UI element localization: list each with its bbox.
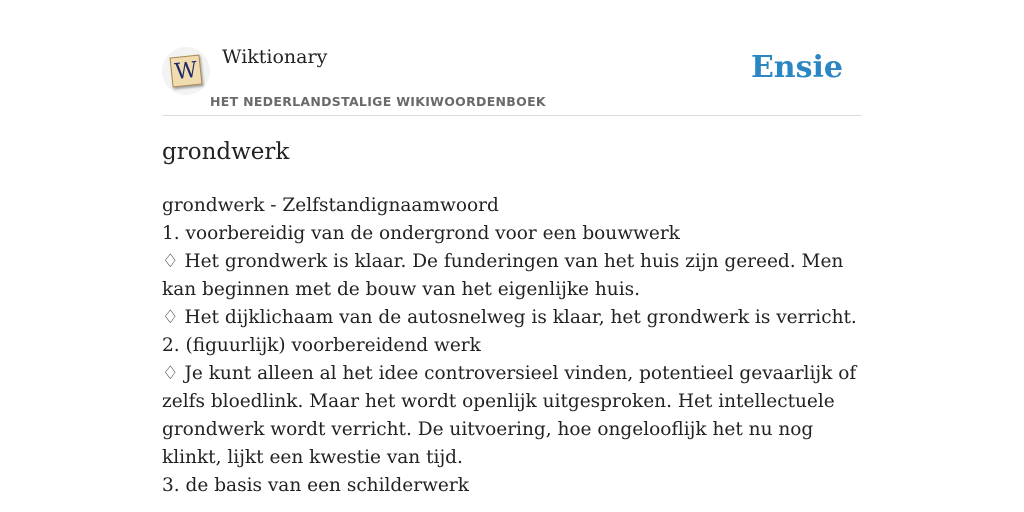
example-2a: ♢ Je kunt alleen al het idee controversieel vinden, potentieel gevaarlijk of zelfs bloedlink. Maar het wordt openlijk uitgesproken. Het intellectuele grondwerk wordt verricht. De uitvoering, hoe ongelooflijk het nu nog klinkt, lijkt een kwestie van tijd. (162, 363, 857, 468)
definition-1: 1. voorbereidig van de ondergrond voor een bouwwerk (162, 223, 680, 244)
definition-2: 2. (figuurlijk) voorbereidend werk (162, 335, 481, 356)
wiktionary-logo-letter: W (173, 57, 199, 86)
site-name[interactable]: Wiktionary (222, 46, 328, 68)
entry-heading: grondwerk - Zelfstandignaamwoord (162, 195, 499, 216)
header-divider (162, 115, 862, 116)
example-1b: ♢ Het dijklichaam van de autosnelweg is klaar, het grondwerk is verricht. (162, 307, 857, 328)
page-title: grondwerk (162, 139, 290, 165)
definition-3: 3. de basis van een schilderwerk (162, 475, 469, 496)
example-1a: ♢ Het grondwerk is klaar. De funderingen van het huis zijn gereed. Men kan beginnen met de bouw van het eigenlijke huis. (162, 251, 844, 300)
ensie-brand-link[interactable]: Ensie (750, 50, 843, 85)
wiktionary-logo-tile (170, 55, 203, 88)
wiktionary-logo[interactable] (162, 47, 210, 95)
site-tagline: HET NEDERLANDSTALIGE WIKIWOORDENBOEK (210, 94, 546, 109)
entry-definition (162, 192, 862, 500)
